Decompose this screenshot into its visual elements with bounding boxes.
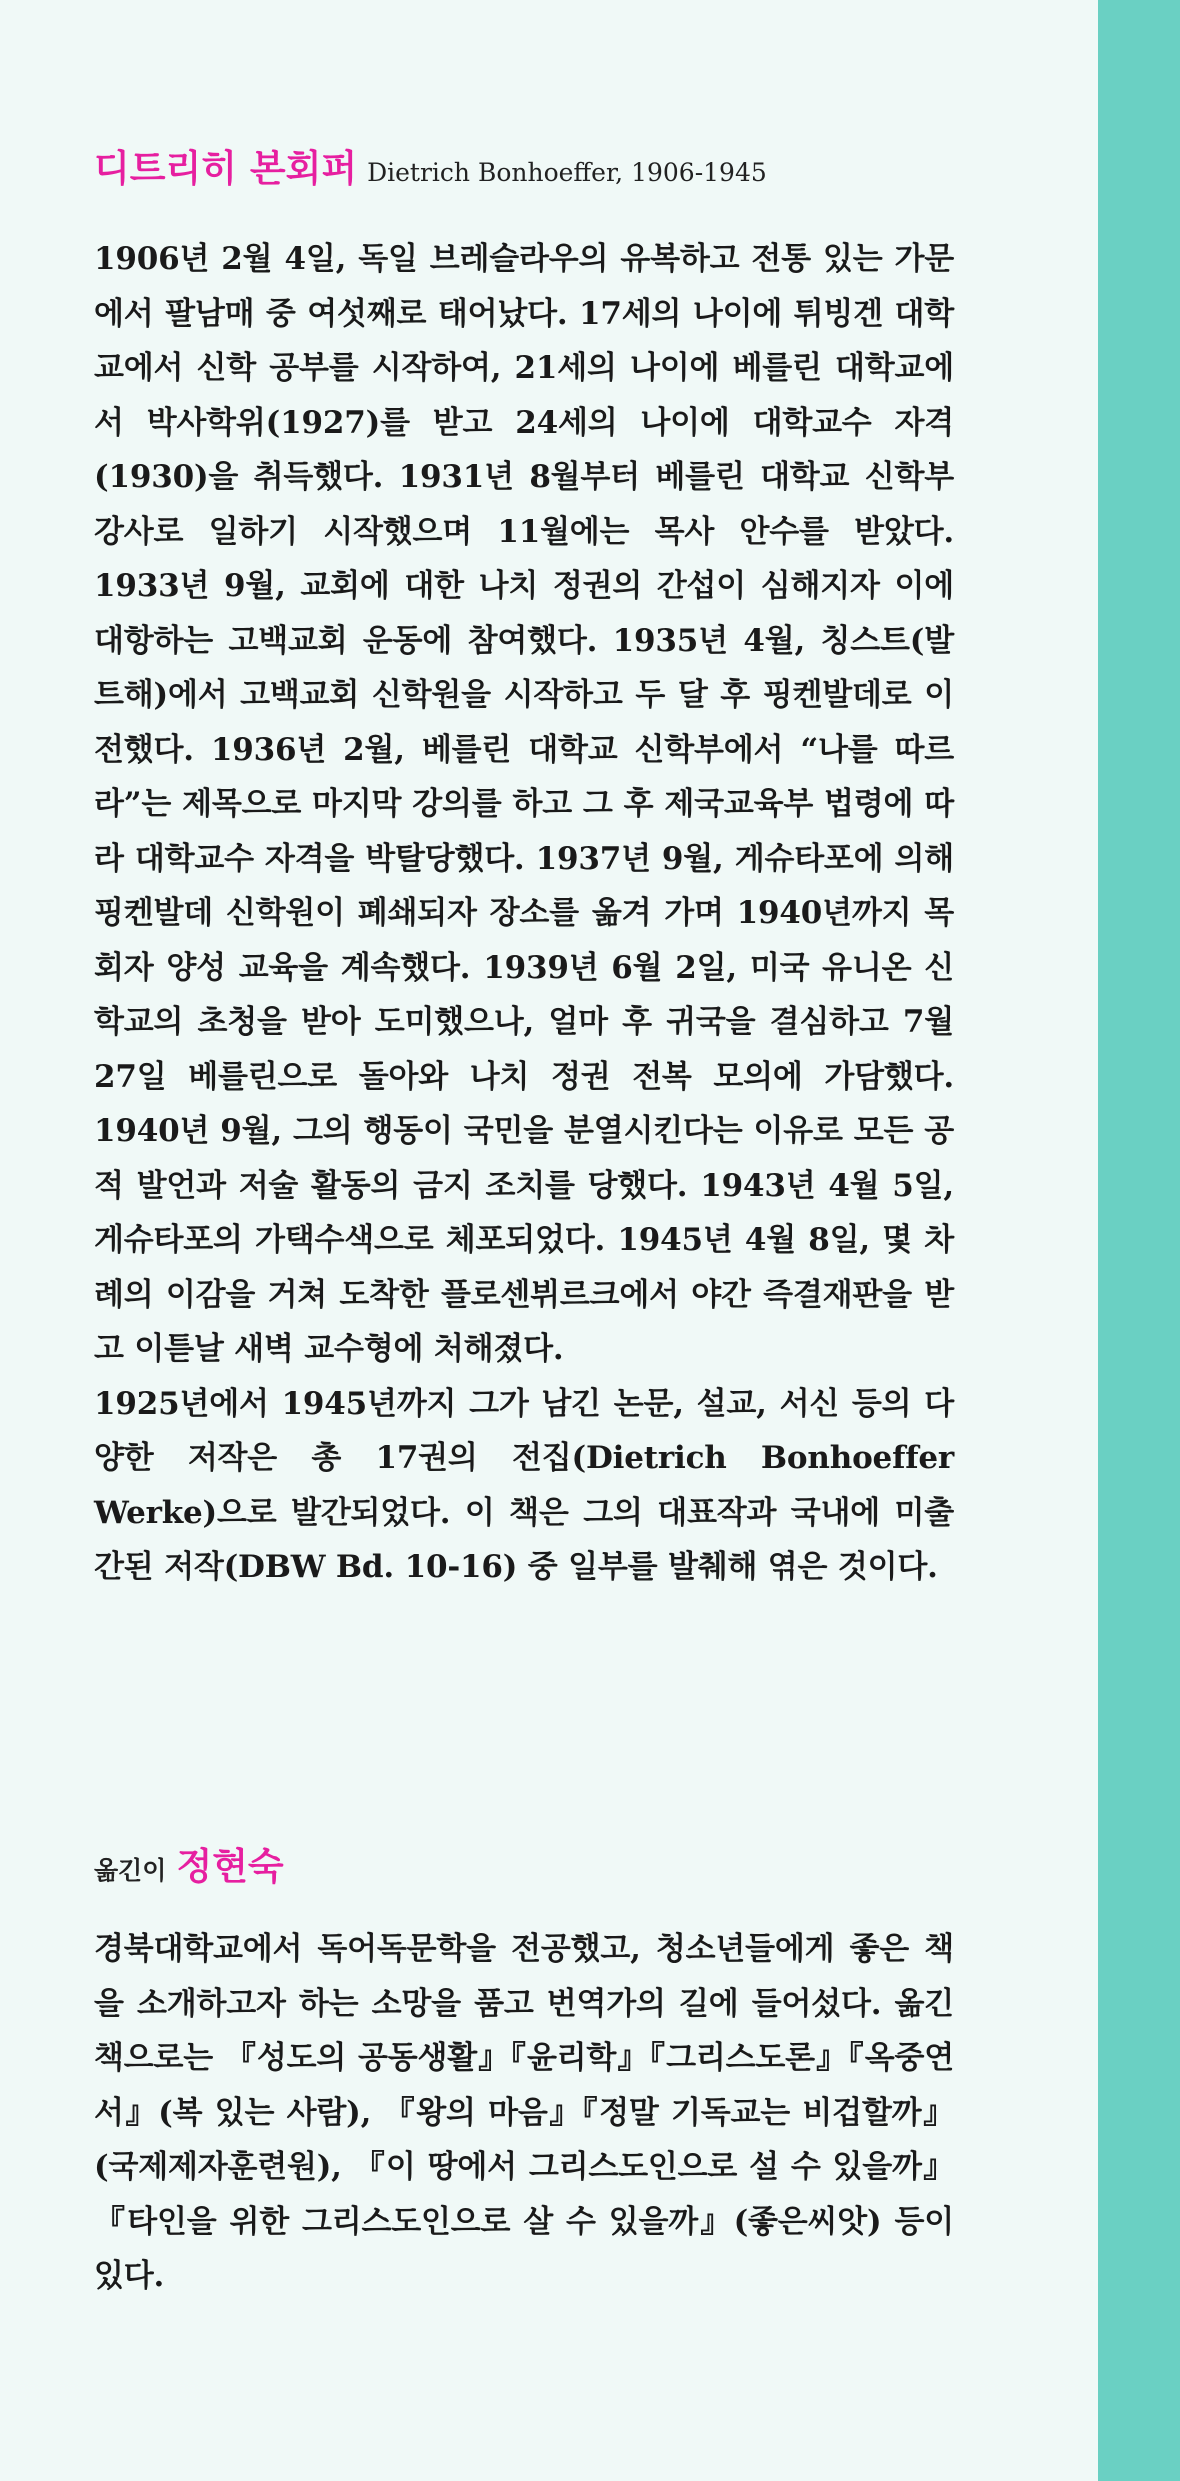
translator-name: 정현숙: [176, 1844, 284, 1888]
author-latin-name-dates: Dietrich Bonhoeffer, 1906-1945: [367, 158, 767, 187]
author-bio-paragraph: 1906년 2월 4일, 독일 브레슬라우의 유복하고 전통 있는 가문에서 팔남매 중 여섯째로 태어났다. 17세의 나이에 튀빙겐 대학교에서 신학 공부를 시작하여, 21세의 나이에 베를린 대학교에서 박사학위(1927)를 받고 24세의 나이에 대학교수 자격(1930)을 취득했다. 1931년 8월부터 베를린 대학교 신학부 강사로 일하기 시작했으며 11월에는 목사 안수를 받았다. 1933년 9월, 교회에 대한 나치 정권의 간섭이 심해지자 이에 대항하는 고백교회 운동에 참여했다. 1935년 4월, 칭스트(발트해)에서 고백교회 신학원을 시작하고 두 달 후 핑켄발데로 이전했다. 1936년 2월, 베를린 대학교 신학부에서 “나를 따르라”는 제목으로 마지막 강의를 하고 그 후 제국교육부 법령에 따라 대학교수 자격을 박탈당했다. 1937년 9월, 게슈타포에 의해 핑켄발데 신학원이 폐쇄되자 장소를 옮겨 가며 1940년까지 목회자 양성 교육을 계속했다. 1939년 6월 2일, 미국 유니온 신학교의 초청을 받아 도미했으나, 얼마 후 귀국을 결심하고 7월 27일 베를린으로 돌아와 나치 정권 전복 모의에 가담했다. 1940년 9월, 그의 행동이 국민을 분열시킨다는 이유로 모든 공적 발언과 저술 활동의 금지 조치를 당했다. 1943년 4월 5일, 게슈타포의 가택수색으로 체포되었다. 1945년 4월 8일, 몇 차례의 이감을 거쳐 도착한 플로센뷔르크에서 야간 즉결재판을 받고 이튿날 새벽 교수형에 처해졌다.: [94, 241, 954, 1367]
translator-heading: [94, 1836, 284, 1890]
author-bio: [94, 232, 954, 1595]
author-name: 디트리히 본회퍼: [94, 146, 358, 190]
translator-role-label: 옮긴이: [94, 1856, 167, 1885]
translator-bio-paragraph: 경북대학교에서 독어독문학을 전공했고, 청소년들에게 좋은 책을 소개하고자 하는 소망을 품고 번역가의 길에 들어섰다. 옮긴 책으로는 『성도의 공동생활』『윤리학』『그리스도론』『옥중연서』(복 있는 사람), 『왕의 마음』『정말 기독교는 비겁할까』(국제제자훈련원), 『이 땅에서 그리스도인으로 설 수 있을까』『타인을 위한 그리스도인으로 살 수 있을까』(좋은씨앗) 등이 있다.: [94, 1931, 954, 2294]
author-heading: [94, 138, 767, 192]
translator-bio: [94, 1922, 954, 2304]
side-accent-strip: [1098, 0, 1180, 2481]
author-bio-paragraph: 1925년에서 1945년까지 그가 남긴 논문, 설교, 서신 등의 다양한 저작은 총 17권의 전집(Dietrich Bonhoeffer Werke)으로 발간되었다. 이 책은 그의 대표작과 국내에 미출간된 저작(DBW Bd. 10-16) 중 일부를 발췌해 엮은 것이다.: [94, 1385, 954, 1585]
